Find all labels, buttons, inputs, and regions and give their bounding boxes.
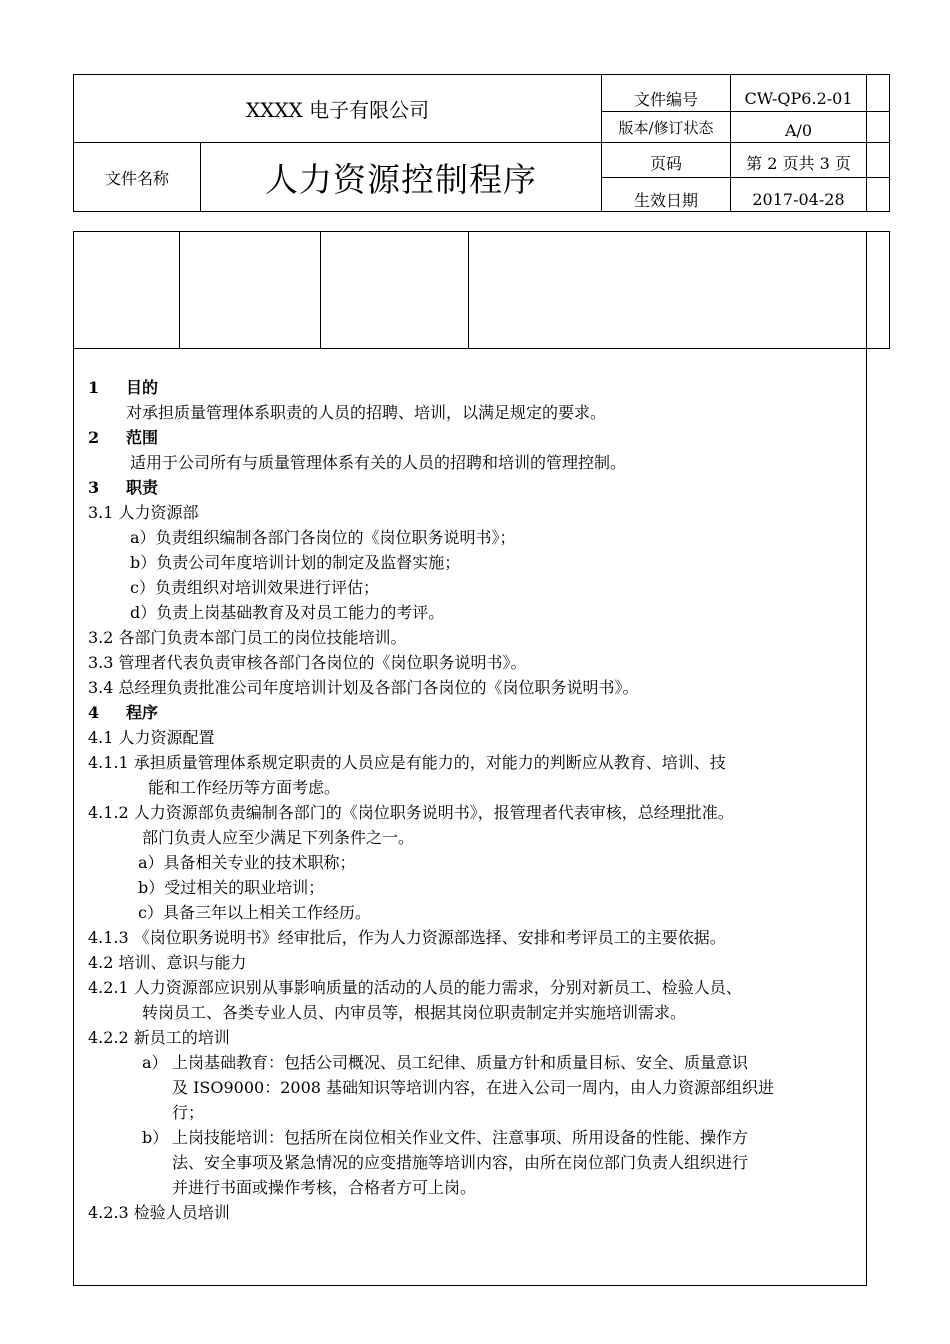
list-item: d）负责上岗基础教育及对员工能力的考评。 — [130, 603, 445, 622]
rule — [320, 231, 321, 349]
section-number: 2 — [88, 428, 100, 447]
rule — [73, 231, 889, 232]
rule — [179, 231, 180, 349]
list-item: 并进行书面或操作考核，合格者方可上岗。 — [172, 1178, 477, 1197]
version-label: 版本/修订状态 — [618, 118, 714, 137]
rule — [866, 74, 867, 212]
paragraph: 3.3 管理者代表负责审核各部门各岗位的《岗位职务说明书》。 — [88, 653, 527, 672]
list-item: a）具备相关专业的技术职称； — [138, 853, 356, 872]
document-title: 人力资源控制程序 — [265, 159, 537, 199]
section-title-responsibility: 职责 — [126, 478, 159, 497]
rule — [889, 231, 890, 349]
list-marker: b） — [142, 1128, 169, 1147]
paragraph: 部门负责人应至少满足下列条件之一。 — [142, 828, 415, 847]
page-value: 第 2 页共 3 页 — [746, 154, 851, 173]
list-item: 法、安全事项及紧急情况的应变措施等培训内容，由所在岗位部门负责人组织进行 — [172, 1153, 749, 1172]
list-item: 行； — [172, 1103, 205, 1122]
paragraph: 能和工作经历等方面考虑。 — [148, 778, 341, 797]
list-item: c）负责组织对培训效果进行评估； — [130, 578, 379, 597]
paragraph: 对承担质量管理体系职责的人员的招聘、培训，以满足规定的要求。 — [126, 403, 607, 422]
list-item: 上岗基础教育：包括公司概况、员工纪律、质量方针和质量目标、安全、质量意识 — [172, 1053, 749, 1072]
file-name-label: 文件名称 — [104, 168, 169, 188]
paragraph: 适用于公司所有与质量管理体系有关的人员的招聘和培训的管理控制。 — [130, 453, 627, 472]
list-item: a）负责组织编制各部门各岗位的《岗位职务说明书》； — [130, 528, 516, 547]
paragraph: 4.1.2 人力资源部负责编制各部门的《岗位职务说明书》，报管理者代表审核，总经理批准。 — [88, 803, 734, 822]
list-item: 上岗技能培训：包括所在岗位相关作业文件、注意事项、所用设备的性能、操作方 — [172, 1128, 749, 1147]
list-item: b）受过相关的职业培训； — [138, 878, 325, 897]
rule — [73, 348, 889, 349]
version-value: A/0 — [784, 120, 813, 140]
section-number: 4 — [88, 703, 100, 722]
paragraph: 转岗员工、各类专业人员、内审员等，根据其岗位职责制定并实施培训需求。 — [142, 1003, 687, 1022]
paragraph: 3.2 各部门负责本部门员工的岗位技能培训。 — [88, 628, 407, 647]
list-item: b）负责公司年度培训计划的制定及监督实施； — [130, 553, 461, 572]
section-number: 1 — [88, 378, 100, 397]
effective-date-value: 2017-04-28 — [752, 190, 845, 209]
body-frame-bottom — [73, 1285, 867, 1286]
list-item: 及 ISO9000：2008 基础知识等培训内容，在进入公司一周内，由人力资源部组织进 — [172, 1078, 775, 1097]
rule — [73, 231, 74, 349]
paragraph: 4.2.1 人力资源部应识别从事影响质量的活动的人员的能力需求，分别对新员工、检验人员、 — [88, 978, 742, 997]
subsection-heading: 4.2.2 新员工的培训 — [88, 1028, 230, 1047]
body-frame-right — [866, 348, 867, 1286]
paragraph: 4.1.3 《岗位职务说明书》经审批后，作为人力资源部选择、安排和考评员工的主要依据。 — [88, 928, 726, 947]
rule — [866, 231, 867, 349]
rule — [889, 74, 890, 212]
doc-no-value: CW-QP6.2-01 — [744, 88, 853, 108]
rule — [468, 231, 469, 349]
section-number: 3 — [88, 478, 100, 497]
section-title-scope: 范围 — [126, 428, 159, 447]
subsection-heading: 3.1 人力资源部 — [88, 503, 199, 522]
section-title-purpose: 目的 — [126, 378, 159, 397]
doc-no-label: 文件编号 — [633, 89, 698, 109]
page-label: 页码 — [649, 154, 682, 173]
body-frame-left — [73, 348, 74, 1286]
subsection-heading: 4.2.3 检验人员培训 — [88, 1203, 230, 1222]
paragraph: 4.1.1 承担质量管理体系规定职责的人员应是有能力的，对能力的判断应从教育、培训、技 — [88, 753, 726, 772]
section-title-procedure: 程序 — [126, 703, 159, 722]
subsection-heading: 4.1 人力资源配置 — [88, 728, 215, 747]
subsection-heading: 4.2 培训、意识与能力 — [88, 953, 247, 972]
effective-date-label: 生效日期 — [633, 191, 698, 210]
list-marker: a） — [142, 1053, 168, 1072]
company-name: XXXX 电子有限公司 — [245, 98, 430, 122]
paragraph: 3.4 总经理负责批准公司年度培训计划及各部门各岗位的《岗位职务说明书》。 — [88, 678, 639, 697]
list-item: c）具备三年以上相关工作经历。 — [138, 903, 371, 922]
